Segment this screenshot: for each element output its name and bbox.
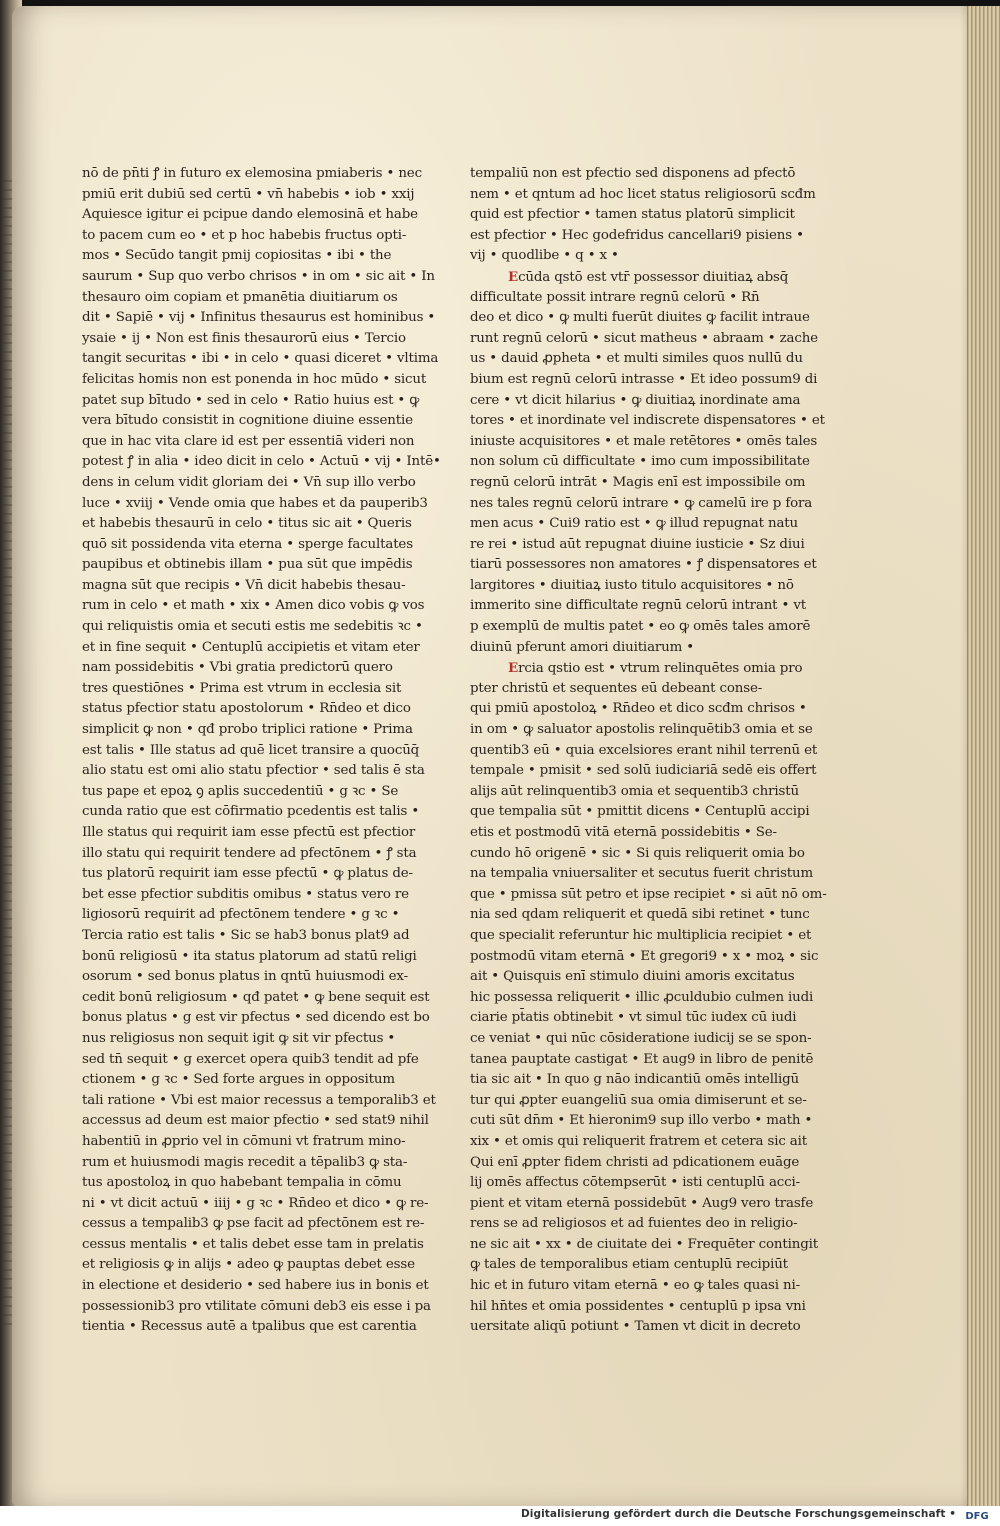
dfg-logo: DFG <box>965 1510 989 1522</box>
text-line: qui reliquistis omia et secuti estis me sedebitis ꝛc • <box>82 619 423 635</box>
text-line: quid est pfectior • tamen status platorū simplicit <box>470 207 795 223</box>
text-line: potest ꝭ in alia • ideo dicit in celo • Actuū • vij • Intē• <box>82 454 441 470</box>
text-line: ꝙ tales de temporalibus etiam centuplū recipiūt <box>470 1257 788 1273</box>
text-line: status pfectior statu apostolorum • Rn̄deo et dico <box>82 701 411 717</box>
text-line: ne sic ait • xx • de ciuitate dei • Frequēter contingit <box>470 1236 819 1252</box>
text-line: rum et huiusmodi magis recedit a tēpalib3 ꝙ sta- <box>82 1154 408 1170</box>
text-line: Ercia qstio est • vtrum relinquētes omia pro <box>508 660 803 677</box>
text-line: Qui enī ꝓpter fidem christi ad pdicationem euāge <box>470 1154 800 1170</box>
text-line: quō sit possidenda vita eterna • sperge facultates <box>82 536 413 552</box>
text-line: tanea pauptate castigat • Et aug9 in libro de penitē <box>470 1051 814 1067</box>
text-line: ligiosorū requirit ad pfectōnem tendere • g ꝛc • <box>82 907 400 923</box>
text-line: cunda ratio que est cōfirmatio pcedentis est talis • <box>82 804 420 820</box>
text-line: ctionem • g ꝛc • Sed forte argues in oppositum <box>82 1072 395 1088</box>
text-line: alijs aūt relinquentib3 omia et sequentib3 christū <box>470 783 799 799</box>
text-line: postmodū vitam eternā • Et gregori9 • x • moꝝ • sic <box>470 948 819 964</box>
text-line: Ecūda qstō est vtr̄ possessor diuitiaꝝ absq̄ <box>508 268 789 285</box>
fore-edge-pages <box>967 6 1000 1506</box>
text-line: que • pmissa sūt petro et ipse recipiet • si aūt nō om- <box>470 886 827 902</box>
text-line: Ille status qui requirit iam esse pfectū est pfectior <box>82 825 416 840</box>
text-line: bium est regnū celorū intrasse • Et ideo possum9 di <box>470 371 818 387</box>
text-line: cessus a tempalib3 ꝙ pse facit ad pfectōnem est re- <box>82 1216 425 1232</box>
text-line: habentiū in ꝓprio vel in cōmuni vt fratrum mino- <box>82 1133 406 1149</box>
text-line: tangit securitas • ibi • in celo • quasi diceret • vltima <box>82 351 439 367</box>
text-line: difficultate possit intrare regnū celorū • Rn̄ <box>470 289 760 305</box>
text-line: tur qui ꝓpter euangeliū sua omia dimiserunt et se- <box>470 1092 807 1108</box>
text-line: runt regnū celorū • sicut matheus • abraam • zache <box>470 330 818 346</box>
text-line: hil hn̄tes et omia possidentes • centuplū p ipsa vni <box>470 1298 806 1314</box>
text-line: simplicit ꝙ non • qđ probo triplici ratione • Prima <box>82 722 413 738</box>
text-line: patet sup bītudo • sed in celo • Ratio huius est • ꝙ <box>82 392 420 408</box>
text-line: p exemplū de multis patet • eo ꝙ omēs tales amorē <box>470 619 811 635</box>
text-line: luce • xviij • Vende omia que habes et da pauperib3 <box>82 495 428 511</box>
text-line: pter christū et sequentes eū debeant conse- <box>470 680 763 696</box>
text-line: tempaliū non est pfectio sed disponens ad pfectō <box>470 166 796 181</box>
text-line: tores • et inordinate vel indiscrete dispensatores • et <box>470 413 825 429</box>
text-line: tientia • Recessus autē a tpalibus que est carentia <box>82 1319 417 1335</box>
text-line: sed tn̄ sequit • g exercet opera quib3 tendit ad pfe <box>82 1051 419 1067</box>
text-line: que specialit referuntur hic multiplicia recipiet • et <box>470 927 812 943</box>
text-line: mos • Secūdo tangit pmij copiositas • ibi • the <box>82 248 392 264</box>
text-line: cedit bonū religiosum • qđ patet • ꝙ bene sequit est <box>82 989 430 1005</box>
text-line: cere • vt dicit hilarius • ꝙ diuitiaꝝ inordinate ama <box>470 392 801 408</box>
left-text-column <box>82 164 441 1338</box>
text-line: que in hac vita clare id est per essentiā videri non <box>82 433 415 449</box>
text-line: saurum • Sup quo verbo chrisos • in om • sic ait • In <box>82 268 435 284</box>
text-line: ni • vt dicit actuū • iiij • g ꝛc • Rn̄deo et dico • ꝙ re- <box>82 1195 429 1211</box>
right-text-column <box>470 164 827 1338</box>
text-line: tali ratione • Vbi est maior recessus a temporalib3 et <box>82 1092 436 1108</box>
text-line: lij omēs affectus cōtempserūt • isti centuplū acci- <box>470 1175 800 1191</box>
text-line: cuti sūt dn̄m • Et hieronim9 sup illo verbo • math • <box>470 1113 813 1129</box>
text-line: rens se ad religiosos et ad fuientes deo in religio- <box>470 1216 798 1232</box>
text-line: cundo hō origenē • sic • Si quis reliquerit omia bo <box>470 845 805 861</box>
text-line: bet esse pfectior subditis omibus • status vero re <box>82 886 409 902</box>
text-line: est pfectior • Hec godefridus cancellari9 pisiens • <box>470 227 804 243</box>
text-line: uersitate aliqū potiunt • Tamen vt dicit in decreto <box>470 1319 801 1335</box>
text-line: tia sic ait • In quo g nāo indicantiū omēs intelligū <box>470 1072 799 1088</box>
text-line: qui pmiū apostoloꝝ • Rn̄deo et dico scđm chrisos • <box>470 701 807 717</box>
digitization-credit: Digitalisierung gefördert durch die Deutsche Forschungsgemeinschaft • <box>520 1508 956 1520</box>
text-line: tus apostoloꝝ in quo habebant tempalia in cōmu <box>82 1175 402 1191</box>
text-line: pmiū erit dubiū sed certū • vn̄ habebis • iob • xxij <box>82 186 415 202</box>
text-line: dens in celum vidit gloriam dei • Vn̄ sup illo verbo <box>82 474 416 490</box>
text-line: etis et postmodū vitā eternā possidebitis • Se- <box>470 825 777 840</box>
text-line: nus religiosus non sequit igit ꝙ sit vir pfectus • <box>82 1030 396 1046</box>
text-line: et religiosis ꝙ in alijs • adeo ꝙ pauptas debet esse <box>82 1257 415 1273</box>
text-line: cessus mentalis • et talis debet esse tam in prelatis <box>82 1236 424 1252</box>
text-line: men acus • Cui9 ratio est • ꝙ illud repugnat natu <box>470 516 798 532</box>
text-line: hic et in futuro vitam eternā • eo ꝙ tales quasi ni- <box>470 1278 800 1294</box>
text-line: in electione et desiderio • sed habere ius in bonis et <box>82 1278 429 1294</box>
text-line: rum in celo • et math • xix • Amen dico vobis ꝙ vos <box>82 598 425 614</box>
text-line: nia sed qdam reliquerit et quedā sibi retinet • tunc <box>470 907 810 923</box>
text-line: largitores • diuitiaꝝ iusto titulo acquisitores • nō <box>470 577 794 593</box>
text-line: illo statu qui requirit tendere ad pfectōnem • ꝭ sta <box>82 845 417 861</box>
text-line: ce veniat • qui nūc cōsideratione iudicij se se spon- <box>470 1030 812 1046</box>
text-line: et habebis thesaurū in celo • titus sic ait • Queris <box>82 516 412 532</box>
text-line: nam possidebitis • Vbi gratia predictorū quero <box>82 660 393 676</box>
text-line: ait • Quisquis enī stimulo diuini amoris excitatus <box>470 969 795 985</box>
text-line: re rei • istud aūt repugnat diuine iusticie • Sz diui <box>470 536 805 552</box>
text-line: iniuste acquisitores • et male retētores • omēs tales <box>470 433 818 449</box>
text-line: est talis • Ille status ad quē licet transire a quocūq̄ <box>82 742 420 758</box>
text-line: alio statu est omi alio statu pfectior • sed talis ē sta <box>82 763 425 779</box>
text-line: ysaie • ij • Non est finis thesaurorū eius • Tercio <box>82 330 406 346</box>
text-line: possessionib3 pro vtilitate cōmuni deb3 eis esse i pa <box>82 1298 431 1314</box>
text-line: quentib3 eū • quia excelsiores erant nihil terrenū et <box>470 742 818 758</box>
text-line: vij • quodlibe • q • x • <box>470 248 619 264</box>
text-line: us • dauid ꝓpheta • et multi similes quos nullū du <box>470 351 803 367</box>
text-line: magna sūt que recipis • Vn̄ dicit habebis thesau- <box>82 577 406 593</box>
text-line: accessus ad deum est maior pfectio • sed stat9 nihil <box>82 1113 429 1129</box>
text-line: na tempalia vniuersaliter et secutus fuerit christum <box>470 866 814 882</box>
text-line: hic possessa reliquerit • illic ꝓculdubio culmen iudi <box>470 989 814 1005</box>
text-line: paupibus et obtinebis illam • pua sūt que impēdis <box>82 557 413 573</box>
text-line: nō de pn̄ti ꝭ in futuro ex elemosina pmiaberis • nec <box>82 166 422 181</box>
text-line: felicitas homis non est ponenda in hoc mūdo • sicut <box>82 371 427 387</box>
text-line: xix • et omis qui reliquerit fratrem et cetera sic ait <box>470 1133 807 1149</box>
text-line: pient et vitam eternā possidebūt • Aug9 vero trasfe <box>470 1195 814 1211</box>
text-line: bonū religiosū • ita status platorum ad statū religi <box>82 948 417 964</box>
text-line: to pacem cum eo • et p hoc habebis fructus opti- <box>82 227 407 243</box>
text-line: thesauro oim copiam et pmanētia diuitiarum os <box>82 289 398 305</box>
text-line: bonus platus • g est vir pfectus • sed dicendo est bo <box>82 1010 430 1026</box>
text-line: regnū celorū intrāt • Magis enī est impossibile om <box>470 474 806 490</box>
text-line: que tempalia sūt • pmittit dicens • Centuplū accipi <box>470 804 810 820</box>
text-line: nes tales regnū celorū intrare • ꝙ camelū ire p fora <box>470 495 813 511</box>
text-line: ciarie pt̄atis obtinebit • vt simul tūc iudex cū iudi <box>470 1010 797 1026</box>
text-line: diuinū pferunt amori diuitiarum • <box>470 639 695 655</box>
text-line: osorum • sed bonus platus in qntū huiusmodi ex- <box>82 969 408 985</box>
text-line: nem • et qntum ad hoc licet status religiosorū scđm <box>470 186 816 202</box>
text-line: et in fine sequit • Centuplū accipietis et vitam eter <box>82 639 420 655</box>
text-line: dit • Sapiē • vij • Infinitus thesaurus est hominibus • <box>82 310 436 326</box>
text-line: tiarū possessores non amatores • ꝭ dispensatores et <box>470 557 817 573</box>
text-line: in om • ꝙ saluator apostolis relinquētib3 omia et se <box>470 722 813 738</box>
text-line: tres questiōnes • Prima est vtrum in ecclesia sit <box>82 680 402 696</box>
text-line: Tercia ratio est talis • Sic se hab3 bonus plat9 ad <box>82 927 410 943</box>
text-line: non solum cū difficultate • imo cum impossibilitate <box>470 454 810 470</box>
text-line: tus platorū requirit iam esse pfectū • ꝙ platus de- <box>82 866 413 882</box>
text-line: Aquiesce igitur ei pcipue dando elemosinā et habe <box>82 207 418 223</box>
text-line: deo et dico • ꝙ multi fuerūt diuites ꝙ facilit intraue <box>470 310 810 326</box>
text-line: vera bītudo consistit in cognitione diuine essentie <box>82 413 413 429</box>
text-line: tempale • pmisit • sed solū iudiciariā sedē eis offert <box>470 763 817 779</box>
text-line: immerito sine difficultate regnū celorū intrant • vt <box>470 598 807 614</box>
text-line: tus pape et epoꝝ ꝯ aplis succedentiū • g ꝛc • Se <box>82 783 399 799</box>
